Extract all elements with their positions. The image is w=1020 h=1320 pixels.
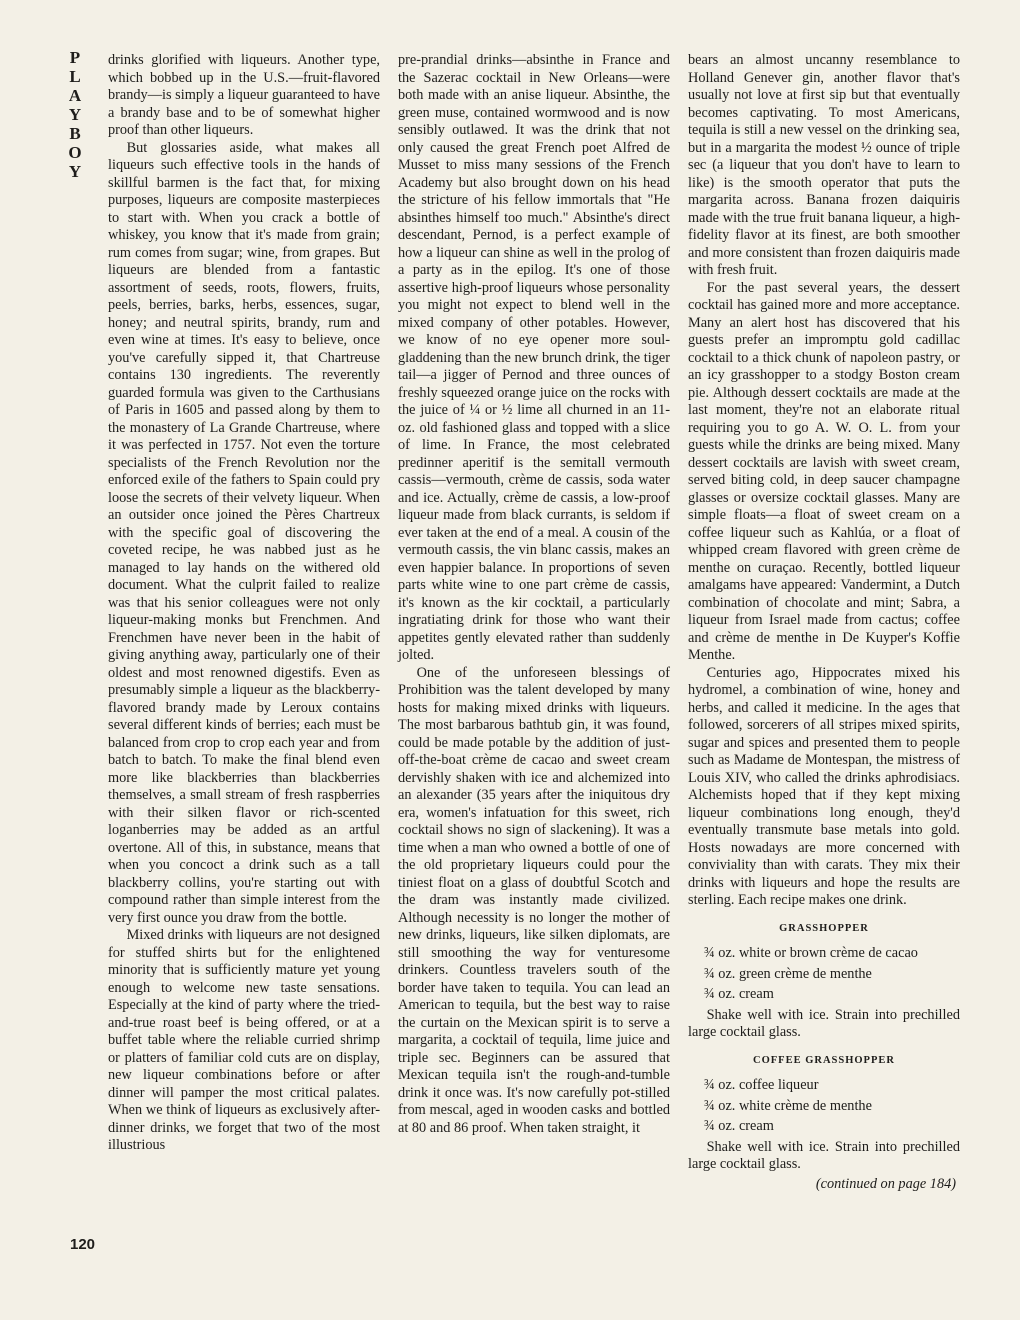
paragraph: pre-prandial drinks—absinthe in France and the Sazerac cocktail in New Orleans—were both made with an anise liqueur. Absinthe, the green muse, contained wormwood and is now sensibly outlawed. It was the drink that not only caused the great French poet Alfred de Musset to miss many sessions of the French Academy but also brought down on his head the stricture of his fellow immortals that "He absinthes himself too much." Absinthe's direct descendant, Pernod, is a perfect example of how a liqueur can shine as well in the prolog of a party as in the epilog. It's one of those assertive high-proof liqueurs whose personality you might not expect to blend well in the mixed company of other potables. However, we know of no eye opener more soul-gladdening than the new brunch drink, the tiger tail—a jigger of Pernod and three ounces of freshly squeezed orange juice on the rocks with the juice of ¼ or ½ lime all churned in an 11-oz. old fashioned glass and topped with a slice of lime. In France, the most celebrated predinner aperitif is the semitall vermouth cassis—vermouth, crème de cassis, soda water and ice. Actually, crème de cassis, a low-proof liqueur made from black currants, is seldom if ever taken at the end of a meal. A cousin of the vermouth cassis, the vin blanc cassis, makes an even happier balance. In proportions of seven parts white wine to one part crème de cassis, it's known as the kir cocktail, a particularly ingratiating drink for those who want their appetites gently elevated rather than suddenly jolted.: [398, 52, 670, 663]
magazine-name-letter: Y: [68, 105, 82, 124]
recipe-title: GRASSHOPPER: [779, 922, 869, 934]
ingredient: ¾ oz. white or brown crème de cacao: [704, 945, 918, 961]
paragraph: bears an almost uncanny resemblance to Holland Genever gin, another flavor that's usually not love at first sip but that eventually becomes captivating. To most Americans, tequila is still a new vessel on the drinking sea, but in a margarita the modest ½ ounce of triple sec (a liqueur that you don't have to learn to like) is the smooth operator that puts the margarita across. Banana frozen daiquiris made with the true fruit banana liqueur, a high-fidelity flavor at its finest, are both smoother and more consistent than frozen daiquiris made with fresh fruit.: [688, 52, 960, 278]
recipe-title: COFFEE GRASSHOPPER: [753, 1054, 895, 1066]
recipe-grasshopper: [688, 920, 960, 1042]
ingredient: ¾ oz. white crème de menthe: [704, 1097, 872, 1114]
magazine-name-letter: A: [68, 86, 82, 105]
magazine-name-letter: P: [69, 48, 81, 67]
magazine-name-vertical: [60, 48, 90, 181]
ingredient: ¾ oz. cream: [704, 986, 774, 1002]
paragraph: Centuries ago, Hippocrates mixed his hydromel, a combination of wine, honey and herbs, and called it medicine. In the ages that followed, sorcerers of all stripes mixed spirits, sugar and spices and presented them to people such as Madame de Montespan, the mistress of Louis XIV, who called the drinks aphrodisiacs. Alchemists hoped that if they kept mixing liqueur combinations long enough, they'd eventually transmute base metals into gold. Hosts nowadays are more concerned with conviviality than with carats. They mix their drinks with liqueurs and hope the results are sterling. Each recipe makes one drink.: [688, 664, 960, 908]
magazine-name-letter: Y: [68, 162, 82, 181]
ingredient: ¾ oz. green crème de menthe: [704, 965, 872, 982]
column-2: [398, 52, 670, 1137]
ingredient-list: [688, 945, 960, 1004]
continued-note: (continued on page 184): [815, 1175, 956, 1192]
paragraph: For the past several years, the dessert cocktail has gained more and more acceptance. Many an alert host has discovered that his guests prefer an impromptu gold cadillac cocktail to a thick chunk of napoleon pastry, or an icy grasshopper to a stodgy Boston cream pie. Although dessert cocktails are made at the last moment, they're not an elaborate ritual requiring you to go A. W. O. L. from your guests while the drinks are being mixed. Many dessert cocktails are lavish with sweet cream, served biting cold, in deep saucer champagne glasses or oversize cocktail glasses. Many are simple floats—a float of sweet cream on a coffee liqueur such as Kahlúa, or a float of whipped cream flavored with green crème de menthe on curaçao. Recently, bottled liqueur amalgams have appeared: Vandermint, a Dutch combination of chocolate and mint; Sabra, a liqueur from Israel made from cactus; coffee and crème de menthe in De Kuyper's Koffie Menthe.: [688, 279, 960, 663]
paragraph: Mixed drinks with liqueurs are not designed for stuffed shirts but for the enlightened minority that is sufficiently mature yet young enough to welcome new taste sensations. Especially at the kind of party where the tried-and-true roast beef is being offered, or at a buffet table where the reliable curried shrimp or platters of familiar cold cuts are on display, new liqueur combinations before or after dinner will pamper the most critical palates. When we think of liqueurs as exclusively after-dinner drinks, we forget that two of the most illustrious: [108, 927, 380, 1153]
recipe-instructions: Shake well with ice. Strain into prechilled large cocktail glass.: [688, 1138, 960, 1172]
ingredient: ¾ oz. cream: [704, 1118, 774, 1134]
page-number: 120: [70, 1236, 96, 1253]
recipe-coffee-grasshopper: [688, 1052, 960, 1174]
paragraph: drinks glorified with liqueurs. Another type, which bobbed up in the U.S.—fruit-flavored brandy—is simply a liqueur guaranteed to have a brandy base and to be of somewhat higher proof than other liqueurs.: [108, 52, 380, 138]
magazine-name-letter: L: [69, 67, 81, 86]
column-1: [108, 52, 380, 1155]
magazine-name-letter: B: [69, 124, 81, 143]
ingredient-list: [688, 1077, 960, 1136]
column-3: [688, 52, 960, 1193]
magazine-name-letter: O: [68, 143, 82, 162]
recipe-instructions: Shake well with ice. Strain into prechilled large cocktail glass.: [688, 1006, 960, 1040]
paragraph: But glossaries aside, what makes all liqueurs such effective tools in the hands of skillful barmen is the fact that, for mixing purposes, liqueurs are composite masterpieces to start with. When you crack a bottle of whiskey, you know that it's made from grain; rum comes from sugar; wine, from grapes. But liqueurs are blended from a fantastic assortment of seeds, roots, flowers, fruits, peels, berries, barks, herbs, essences, sugar, honey; and neutral spirits, brandy, rum and even wine at times. It's easy to believe, once you've carefully sipped it, that Chartreuse contains 130 ingredients. The reverently guarded formula was given to the Carthusians of Paris in 1605 and passed along by them to the monastery of La Grande Chartreuse, where it was perfected in 1757. Not even the torture specialists of the French Revolution nor the enforced exile of the fathers to Spain could pry loose the secrets of their velvety liqueur. When an outsider once joined the Pères Chartreux with the specific goal of discovering the coveted recipe, he was nabbed just as he managed to lay hands on the withered old document. What the culprit failed to realize was that his senior colleagues were not only liqueur-making monks but Frenchmen. And Frenchmen have never been in the habit of giving anything away, particularly one of their oldest and most renowned digestifs. Even as presumably simple a liqueur as the blackberry-flavored brandy made by Leroux contains several different kinds of berries; each must be balanced from crop to crop each year and from batch to batch. To make the final blend even more like blackberries than blackberries themselves, a small stream of fresh raspberries with their silken flavor or rich-scented loganberries may be added as an artful overtone. All of this, in substance, means that when you concoct a drink such as a tall blackberry collins, you're starting out with compound rather than simple interest from the very first ounce you draw from the bottle.: [108, 139, 380, 926]
ingredient: ¾ oz. coffee liqueur: [704, 1077, 819, 1093]
paragraph: One of the unforeseen blessings of Prohibition was the talent developed by many hosts for making mixed drinks with liqueurs. The most barbarous bathtub gin, it was found, could be made potable by the addition of just-off-the-boat crème de cacao and sweet cream dervishly shaken with ice and alchemized into an alexander (35 years after the iniquitous dry era, women's infatuation for this sweet, rich cocktail shows no sign of slackening). It was a time when a man who owned a bottle of one of the old proprietary liqueurs could pour the tiniest float on a glass of doubtful Scotch and the dram was instantly made civilized. Although necessity is no longer the mother of new drinks, liqueurs, like silken diplomats, are still smoothing the way for venturesome drinkers. Countless travelers south of the border have taken to tequila. You can lead an American to tequila, but the best way to raise the curtain on the Mexican spirit is to serve a margarita, a cocktail of tequila, lime juice and triple sec. Beginners can be assured that Mexican tequila isn't the rough-and-tumble drink it once was. It's now carefully pot-stilled from mescal, aged in wooden casks and bottled at 80 and 86 proof. When taken straight, it: [398, 664, 670, 1136]
